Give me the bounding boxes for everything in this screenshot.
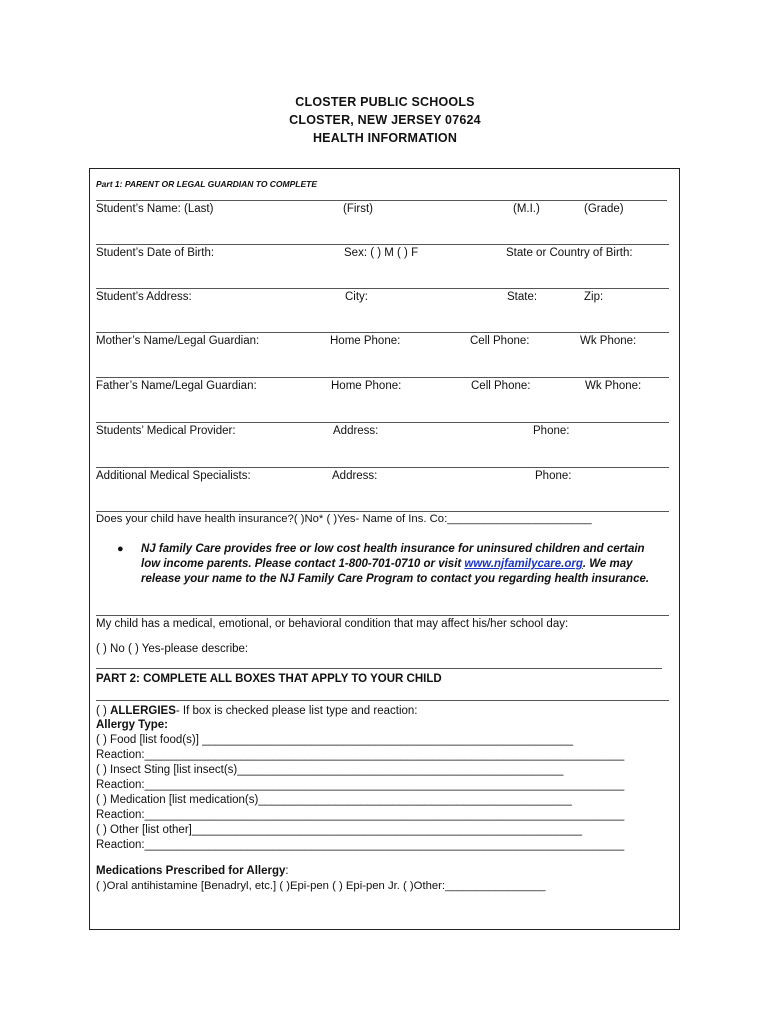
part2-title: PART 2: COMPLETE ALL BOXES THAT APPLY TO YOUR CHILD — [96, 673, 442, 685]
form-title: HEALTH INFORMATION — [312, 131, 458, 145]
zip-label: Zip: — [584, 291, 604, 303]
insect-reaction-row[interactable]: Reaction:___________________________________________________________________________ — [96, 779, 625, 791]
birthplace-label: State or Country of Birth: — [506, 247, 633, 259]
medications-heading — [96, 864, 289, 878]
dob-label: Student’s Date of Birth: — [96, 247, 215, 259]
father-line[interactable] — [96, 377, 669, 378]
grade-label: (Grade) — [584, 203, 624, 215]
father-work-phone-label: Wk Phone: — [585, 380, 642, 392]
part2-line — [96, 700, 669, 701]
father-name-label: Father’s Name/Legal Guardian: — [96, 380, 257, 392]
medication-allergy-row[interactable]: ( ) Medication [list medication(s)_________________________________________________ — [96, 794, 572, 806]
medications-label: Medications Prescribed for Allergy — [96, 865, 286, 877]
specialist-phone-label: Phone: — [535, 470, 572, 482]
insurance-question[interactable]: Does your child have health insurance?( )No* ( )Yes- Name of Ins. Co:_______________________ — [96, 513, 592, 525]
dob-line[interactable] — [96, 244, 669, 245]
part1-title: Part 1: PARENT OR LEGAL GUARDIAN TO COMPLETE — [96, 179, 318, 189]
allergy-type-label: Allergy Type: — [96, 719, 168, 731]
first-name-label: (First) — [343, 203, 374, 215]
other-allergy-row[interactable]: ( ) Other [list other]_____________________________________________________________ — [96, 824, 582, 836]
provider-line[interactable] — [96, 422, 669, 423]
condition-top-line — [96, 615, 669, 616]
father-cell-phone-label: Cell Phone: — [471, 380, 531, 392]
school-location: CLOSTER, NEW JERSEY 07624 — [289, 113, 481, 127]
nj-family-care-link[interactable]: www.njfamilycare.org — [464, 558, 583, 570]
mother-line[interactable] — [96, 332, 669, 333]
specialist-address-label: Address: — [332, 470, 378, 482]
insect-allergy-row[interactable]: ( ) Insect Sting [list insect(s)___________________________________________________ — [96, 764, 564, 776]
address-line[interactable] — [96, 288, 669, 289]
condition-question: My child has a medical, emotional, or behavioral condition that may affect his/her school day: — [96, 618, 569, 630]
mother-work-phone-label: Wk Phone: — [580, 335, 637, 347]
allergies-checkbox[interactable]: ( ) — [96, 705, 111, 717]
allergies-instructions: - If box is checked please list type and reaction: — [175, 705, 418, 717]
allergies-row[interactable] — [96, 704, 418, 718]
condition-options[interactable]: ( ) No ( ) Yes-please describe: — [96, 643, 249, 655]
name-line[interactable] — [96, 200, 667, 201]
mother-cell-phone-label: Cell Phone: — [470, 335, 530, 347]
mother-home-phone-label: Home Phone: — [330, 335, 401, 347]
state-label: State: — [507, 291, 538, 303]
food-reaction-row[interactable]: Reaction:___________________________________________________________________________ — [96, 749, 625, 761]
nj-family-care-note — [141, 542, 661, 587]
city-label: City: — [345, 291, 368, 303]
food-allergy-row[interactable]: ( ) Food [list food(s)] __________________________________________________________ — [96, 734, 574, 746]
medications-colon: : — [285, 865, 289, 877]
medical-provider-label: Students’ Medical Provider: — [96, 425, 236, 437]
specialist-line[interactable] — [96, 467, 669, 468]
last-name-label: Student’s Name: (Last) — [96, 203, 214, 215]
provider-phone-label: Phone: — [533, 425, 570, 437]
condition-describe-line[interactable] — [96, 668, 662, 669]
specialist-label: Additional Medical Specialists: — [96, 470, 251, 482]
middle-initial-label: (M.I.) — [513, 203, 540, 215]
medication-reaction-row[interactable]: Reaction:___________________________________________________________________________ — [96, 809, 625, 821]
school-name: CLOSTER PUBLIC SCHOOLS — [295, 95, 475, 109]
mother-name-label: Mother’s Name/Legal Guardian: — [96, 335, 260, 347]
nj-family-care-text-2: . We may release your name to the NJ Family Care Program to contact you regarding health insurance. — [141, 558, 650, 585]
bullet-icon: ● — [117, 543, 124, 555]
provider-address-label: Address: — [333, 425, 379, 437]
sex-checkboxes[interactable]: Sex: ( ) M ( ) F — [344, 247, 419, 259]
other-reaction-row[interactable]: Reaction:___________________________________________________________________________ — [96, 839, 625, 851]
address-label: Student’s Address: — [96, 291, 192, 303]
medications-options[interactable]: ( )Oral antihistamine [Benadryl, etc.] ( )Epi-pen ( ) Epi-pen Jr. ( )Other:________________ — [96, 880, 546, 892]
allergies-label: ALLERGIES — [110, 705, 176, 717]
nj-family-care-text-1: NJ family Care provides free or low cost health insurance for uninsured children and certain low income parents. Please contact 1-800-701-0710 or visit — [141, 543, 645, 570]
father-home-phone-label: Home Phone: — [331, 380, 402, 392]
